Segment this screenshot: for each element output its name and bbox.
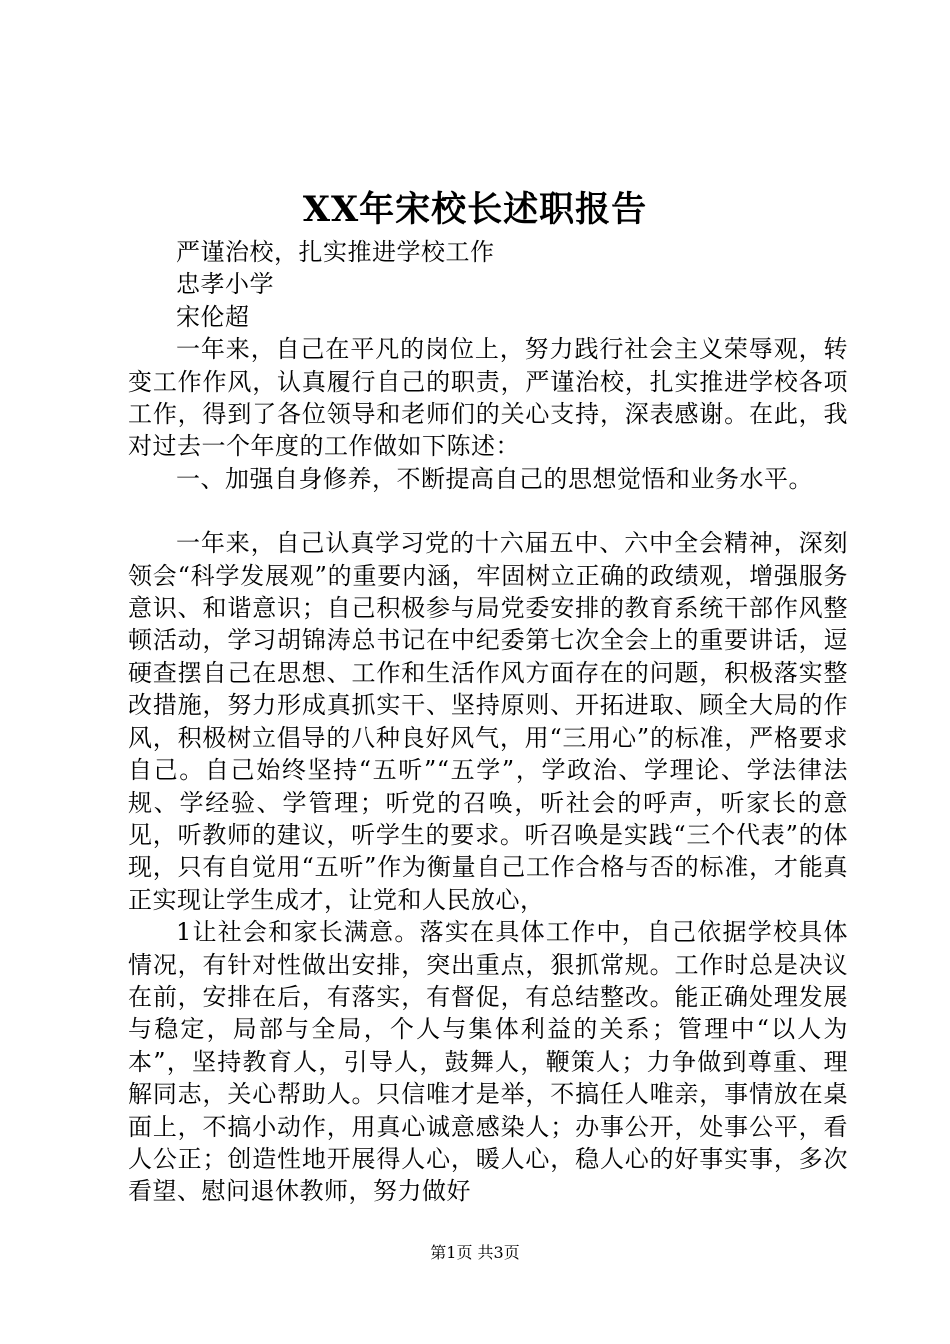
body-paragraph: 一年来，自己认真学习党的十六届五中、六中全会精神，深刻领会“科学发展观”的重要内涵，牢固树立正确的政绩观，增强服务意识、和谐意识；自己积极参与局党委安排的教育系统干部作风整顿活动，学习胡锦涛总书记在中纪委第七次全会上的重要讲话，逗硬查摆自己在思想、工作和生活作风方面存在的问题，积极落实整改措施，努力形成真抓实干、坚持原则、开拓进取、顾全大局的作风，积极树立倡导的八种良好风气，用“三用心”的标准，严格要求自己。自己始终坚持“五听”“五学”，学政治、学理论、学法律法规、学经验、学管理；听党的召唤，听社会的呼声，听家长的意见，听教师的建议，听学生的要求。听召唤是实践“三个代表”的体现，只有自觉用“五听”作为衡量自己工作合格与否的标准，才能真正实现让学生成才，让党和人民放心， [128, 529, 848, 914]
document-title: XX年宋校长述职报告 [302, 189, 648, 230]
section-heading-paragraph: 一、加强自身修养，不断提高自己的思想觉悟和业务水平。 [176, 464, 813, 493]
school-name-paragraph: 忠孝小学 [176, 270, 274, 299]
body-paragraph: 1让社会和家长满意。落实在具体工作中，自己依据学校具体情况，有针对性做出安排，突出重点，狠抓常规。工作时总是决议在前，安排在后，有落实，有督促，有总结整改。能正确处理发展与稳定，局部与全局，个人与集体利益的关系；管理中“以人为本”，坚持教育人，引导人，鼓舞人，鞭策人；力争做到尊重、理解同志，关心帮助人。只信唯才是举，不搞任人唯亲，事情放在桌面上，不搞小动作，用真心诚意感染人；办事公开，处事公平，看人公正；创造性地开展得人心，暖人心，稳人心的好事实事，多次看望、慰问退休教师，努力做好 [128, 918, 848, 1206]
author-name-paragraph: 宋伦超 [176, 302, 250, 331]
subtitle-paragraph: 严谨治校，扎实推进学校工作 [176, 238, 495, 266]
page-number-footer: 第1页 共3页 [430, 1243, 520, 1262]
intro-paragraph: 一年来，自己在平凡的岗位上，努力践行社会主义荣辱观，转变工作作风，认真履行自己的职责，严谨治校，扎实推进学校各项工作，得到了各位领导和老师们的关心支持，深表感谢。在此，我对过去一个年度的工作做如下陈述： [128, 335, 848, 461]
document-body [128, 236, 848, 1208]
